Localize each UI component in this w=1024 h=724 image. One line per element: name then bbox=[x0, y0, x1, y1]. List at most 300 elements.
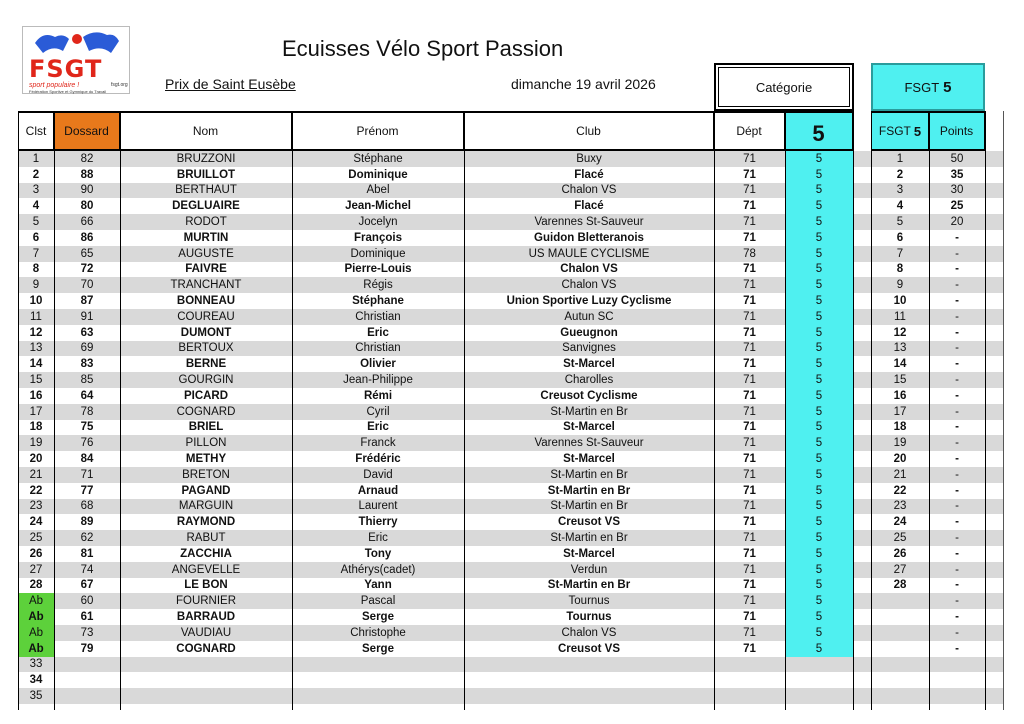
cell-prenom: Thierry bbox=[358, 516, 398, 529]
cell-prenom: Serge bbox=[362, 642, 394, 655]
cell-dossard: 72 bbox=[80, 263, 94, 276]
table-row bbox=[18, 151, 1003, 167]
cell-dossard: 81 bbox=[80, 547, 94, 560]
cell-points: - bbox=[955, 342, 959, 355]
table-row bbox=[18, 167, 1003, 183]
cell-dept: 71 bbox=[743, 184, 756, 197]
cell-fsgt-rank: 7 bbox=[896, 247, 904, 260]
cell-nom: METHY bbox=[185, 453, 227, 466]
category-label: Catégorie bbox=[755, 80, 813, 95]
cell-points: - bbox=[955, 421, 959, 434]
table-row bbox=[18, 262, 1003, 278]
race-date: dimanche 19 avril 2026 bbox=[511, 76, 656, 92]
cell-category: 5 bbox=[785, 277, 853, 293]
header-fsgt bbox=[871, 111, 929, 151]
cell-category: 5 bbox=[785, 183, 853, 199]
cell-clst: 4 bbox=[32, 200, 40, 213]
cell-club: Creusot Cyclisme bbox=[540, 389, 638, 402]
page-title: Ecuisses Vélo Sport Passion bbox=[282, 36, 564, 61]
cell-dossard: 82 bbox=[80, 152, 94, 165]
cell-dossard bbox=[54, 672, 120, 688]
cell-fsgt-rank bbox=[871, 625, 929, 641]
cell-nom: BERNE bbox=[185, 358, 227, 371]
cell-dossard: 69 bbox=[80, 342, 94, 355]
table-row bbox=[18, 293, 1003, 309]
cell-prenom: François bbox=[354, 231, 402, 244]
cell-club: Varennes St-Sauveur bbox=[534, 216, 644, 229]
cell-prenom bbox=[292, 657, 464, 673]
cell-clst: 25 bbox=[29, 532, 43, 545]
cell-category: 5 bbox=[785, 404, 853, 420]
cell-prenom: Eric bbox=[367, 326, 389, 339]
cell-dept: 71 bbox=[743, 500, 756, 513]
cell-points: 25 bbox=[950, 200, 964, 213]
table-row bbox=[18, 451, 1003, 467]
cell-dept: 71 bbox=[743, 595, 756, 608]
cell-nom: PICARD bbox=[183, 389, 229, 402]
table-row bbox=[18, 325, 1003, 341]
cell-dept: 71 bbox=[743, 484, 756, 497]
header-category-number: 5 bbox=[785, 111, 853, 151]
cell-dept: 71 bbox=[743, 358, 756, 371]
cell-points: - bbox=[955, 500, 959, 513]
table-row bbox=[18, 420, 1003, 436]
cell-dept: 71 bbox=[743, 421, 756, 434]
cell-category: 5 bbox=[785, 388, 853, 404]
cell-category bbox=[785, 657, 853, 673]
cell-clst: 28 bbox=[29, 579, 43, 592]
cell-fsgt-rank: 5 bbox=[896, 216, 904, 229]
col-divider bbox=[929, 111, 930, 710]
cell-clst: 9 bbox=[32, 279, 40, 292]
cell-category: 5 bbox=[785, 499, 853, 515]
cell-dossard: 70 bbox=[80, 279, 94, 292]
cell-club: St-Martin en Br bbox=[550, 532, 628, 545]
col-divider bbox=[54, 111, 55, 710]
cell-clst: 7 bbox=[32, 247, 40, 260]
cell-fsgt-rank bbox=[871, 593, 929, 609]
table-row bbox=[18, 530, 1003, 546]
col-divider bbox=[714, 111, 715, 710]
cell-dept: 71 bbox=[743, 200, 756, 213]
cell-clst: 6 bbox=[32, 231, 40, 244]
cell-clst: 17 bbox=[29, 405, 43, 418]
cell-fsgt-rank bbox=[871, 609, 929, 625]
cell-dept: 71 bbox=[743, 611, 756, 624]
cell-club: Union Sportive Luzy Cyclisme bbox=[506, 295, 672, 308]
cell-fsgt-rank: 9 bbox=[896, 279, 904, 292]
cell-club bbox=[464, 672, 714, 688]
table-row bbox=[18, 688, 1003, 704]
cell-dept: 71 bbox=[743, 326, 756, 339]
col-divider bbox=[785, 111, 786, 710]
cell-clst: 35 bbox=[29, 690, 43, 703]
cell-club: St-Martin en Br bbox=[550, 405, 628, 418]
table-row bbox=[18, 546, 1003, 562]
cell-dossard: 80 bbox=[80, 200, 94, 213]
table-row bbox=[18, 593, 1003, 609]
logo-figures-icon bbox=[33, 29, 121, 57]
cell-club: Sanvignes bbox=[562, 342, 616, 355]
cell-category: 5 bbox=[785, 435, 853, 451]
cell-fsgt-rank: 11 bbox=[894, 310, 906, 323]
cell-nom: PILLON bbox=[185, 437, 227, 450]
fsgt-logo bbox=[22, 26, 130, 94]
cell-category: 5 bbox=[785, 198, 853, 214]
cell-prenom: Serge bbox=[362, 611, 394, 624]
cell-club: St-Martin en Br bbox=[547, 579, 631, 592]
cell-fsgt-rank: 22 bbox=[893, 484, 907, 497]
cell-fsgt-rank: 3 bbox=[896, 184, 904, 197]
cell-category: 5 bbox=[785, 214, 853, 230]
cell-dept: 71 bbox=[743, 342, 756, 355]
cell-fsgt-rank: 15 bbox=[893, 374, 907, 387]
cell-club: Flacé bbox=[574, 200, 604, 213]
cell-points: - bbox=[955, 468, 959, 481]
cell-category: 5 bbox=[785, 530, 853, 546]
cell-nom: LE BON bbox=[184, 579, 228, 592]
cell-dept: 71 bbox=[743, 626, 756, 639]
cell-fsgt-rank: 16 bbox=[893, 389, 907, 402]
cell-dossard: 60 bbox=[80, 595, 94, 608]
cell-club: Verdun bbox=[570, 563, 608, 576]
cell-club: Charolles bbox=[564, 374, 614, 387]
cell-nom: BRIEL bbox=[188, 421, 224, 434]
cell-nom: ANGEVELLE bbox=[171, 563, 241, 576]
cell-points bbox=[929, 688, 985, 704]
header-dept: Dépt bbox=[714, 111, 785, 151]
table-row bbox=[18, 578, 1003, 594]
cell-club: St-Marcel bbox=[563, 421, 615, 434]
cell-prenom: Dominique bbox=[350, 247, 406, 260]
cell-prenom: Stéphane bbox=[352, 295, 404, 308]
col-divider bbox=[871, 111, 872, 710]
cell-points: - bbox=[955, 326, 959, 339]
cell-club: Chalon VS bbox=[561, 626, 617, 639]
cell-prenom: Eric bbox=[367, 421, 389, 434]
cell-prenom: Franck bbox=[360, 437, 396, 450]
cell-fsgt-rank: 2 bbox=[896, 168, 904, 181]
cell-prenom: Pierre-Louis bbox=[344, 263, 412, 276]
cell-club: St-Marcel bbox=[563, 453, 615, 466]
cell-dossard: 66 bbox=[80, 216, 94, 229]
cell-clst: 12 bbox=[29, 326, 43, 339]
header-dossard: Dossard bbox=[54, 111, 120, 151]
cell-dept: 71 bbox=[743, 389, 756, 402]
cell-fsgt-rank: 1 bbox=[896, 152, 904, 165]
cell-fsgt-rank: 4 bbox=[896, 200, 904, 213]
cell-nom: BRUILLOT bbox=[176, 168, 236, 181]
cell-fsgt-rank bbox=[871, 672, 929, 688]
cell-dossard: 74 bbox=[80, 563, 94, 576]
cell-fsgt-rank: 23 bbox=[893, 500, 907, 513]
cell-prenom: Régis bbox=[363, 279, 393, 292]
cell-clst: 10 bbox=[29, 295, 43, 308]
cell-dossard: 89 bbox=[80, 516, 94, 529]
cell-nom: BARRAUD bbox=[176, 611, 236, 624]
cell-points: 30 bbox=[950, 184, 964, 197]
cell-nom: DEGLUAIRE bbox=[172, 200, 240, 213]
cell-clst: 15 bbox=[29, 374, 43, 387]
cell-dept: 71 bbox=[743, 563, 756, 576]
cell-points: - bbox=[955, 532, 959, 545]
logo-text: FSGT bbox=[29, 55, 103, 83]
cell-dossard: 64 bbox=[80, 389, 94, 402]
cell-dept: 71 bbox=[743, 374, 756, 387]
cell-fsgt-rank: 6 bbox=[896, 231, 904, 244]
cell-category: 5 bbox=[785, 293, 853, 309]
cell-clst: 11 bbox=[30, 310, 42, 323]
cell-category: 5 bbox=[785, 562, 853, 578]
cell-fsgt-rank: 8 bbox=[896, 263, 904, 276]
cell-prenom: Christophe bbox=[350, 626, 406, 639]
cell-category: 5 bbox=[785, 593, 853, 609]
cell-dept: 71 bbox=[743, 547, 756, 560]
header-fsgt-text: FSGT bbox=[878, 124, 911, 138]
cell-points: - bbox=[955, 405, 959, 418]
cell-club: St-Martin en Br bbox=[550, 500, 628, 513]
table-row bbox=[18, 230, 1003, 246]
header-clst: Clst bbox=[18, 111, 54, 151]
cell-category: 5 bbox=[785, 578, 853, 594]
cell-dossard: 73 bbox=[80, 626, 94, 639]
cell-club: St-Martin en Br bbox=[550, 468, 628, 481]
col-divider bbox=[292, 111, 293, 710]
cell-clst: 3 bbox=[32, 184, 40, 197]
cell-clst: 16 bbox=[29, 389, 43, 402]
category-box bbox=[714, 63, 854, 111]
cell-fsgt-rank: 20 bbox=[893, 453, 907, 466]
cell-points: 50 bbox=[950, 152, 964, 165]
cell-dossard bbox=[54, 657, 120, 673]
cell-fsgt-rank: 12 bbox=[893, 326, 907, 339]
cell-category: 5 bbox=[785, 483, 853, 499]
race-name: Prix de Saint Eusèbe bbox=[165, 76, 296, 92]
cell-points bbox=[929, 672, 985, 688]
cell-prenom bbox=[292, 672, 464, 688]
cell-fsgt-rank: 24 bbox=[893, 516, 907, 529]
cell-points: - bbox=[955, 263, 959, 276]
cell-points: - bbox=[955, 579, 959, 592]
cell-clst: 26 bbox=[29, 547, 43, 560]
cell-dept bbox=[714, 672, 785, 688]
cell-category bbox=[785, 688, 853, 704]
header-club: Club bbox=[464, 111, 714, 151]
cell-points: - bbox=[955, 595, 959, 608]
cell-dossard: 90 bbox=[80, 184, 94, 197]
table-row bbox=[18, 404, 1003, 420]
cell-club bbox=[464, 657, 714, 673]
logo-tagline: sport populaire ! bbox=[29, 82, 80, 89]
cell-dept: 71 bbox=[743, 405, 756, 418]
cell-dept: 71 bbox=[743, 216, 756, 229]
cell-dossard: 85 bbox=[80, 374, 94, 387]
cell-prenom: Eric bbox=[368, 532, 388, 545]
cell-points: - bbox=[955, 389, 959, 402]
cell-prenom bbox=[292, 688, 464, 704]
cell-prenom: Athérys(cadet) bbox=[340, 563, 416, 576]
cell-prenom: Christian bbox=[355, 342, 401, 355]
col-divider bbox=[1003, 111, 1004, 710]
col-divider bbox=[853, 111, 854, 710]
cell-clst: 20 bbox=[29, 453, 43, 466]
table-row bbox=[18, 214, 1003, 230]
table-row bbox=[18, 483, 1003, 499]
col-divider bbox=[985, 111, 986, 710]
cell-category: 5 bbox=[785, 546, 853, 562]
cell-clst: 18 bbox=[29, 421, 43, 434]
cell-clst: Ab bbox=[18, 625, 54, 641]
cell-dossard bbox=[54, 688, 120, 704]
cell-dossard: 91 bbox=[80, 310, 94, 323]
fsgt-box-label bbox=[873, 79, 983, 96]
cell-category: 5 bbox=[785, 309, 853, 325]
cell-dossard: 84 bbox=[80, 453, 94, 466]
cell-nom: COUREAU bbox=[177, 310, 235, 323]
cell-club bbox=[464, 688, 714, 704]
cell-dept: 71 bbox=[743, 516, 756, 529]
cell-points: 20 bbox=[950, 216, 964, 229]
cell-category: 5 bbox=[785, 246, 853, 262]
cell-prenom: David bbox=[363, 468, 393, 481]
cell-nom: ZACCHIA bbox=[180, 547, 232, 560]
cell-clst: 34 bbox=[29, 674, 43, 687]
cell-nom: FAIVRE bbox=[185, 263, 227, 276]
fsgt-box bbox=[871, 63, 985, 111]
cell-clst: 8 bbox=[32, 263, 40, 276]
cell-dept: 71 bbox=[743, 453, 756, 466]
cell-clst: 22 bbox=[29, 484, 43, 497]
cell-nom: PAGAND bbox=[181, 484, 231, 497]
cell-club: Buxy bbox=[576, 152, 602, 165]
cell-fsgt-rank: 28 bbox=[893, 579, 907, 592]
cell-points: - bbox=[955, 279, 959, 292]
cell-club: St-Marcel bbox=[563, 547, 615, 560]
cell-club: Chalon VS bbox=[560, 263, 618, 276]
cell-clst: Ab bbox=[18, 641, 54, 657]
cell-nom: BERTOUX bbox=[178, 342, 234, 355]
cell-points bbox=[929, 657, 985, 673]
cell-category: 5 bbox=[785, 514, 853, 530]
cell-nom: MURTIN bbox=[183, 231, 229, 244]
cell-category: 5 bbox=[785, 609, 853, 625]
cell-dept: 71 bbox=[743, 437, 756, 450]
table-row bbox=[18, 198, 1003, 214]
cell-fsgt-rank bbox=[871, 688, 929, 704]
table-row bbox=[18, 183, 1003, 199]
cell-nom: BONNEAU bbox=[176, 295, 236, 308]
cell-nom bbox=[120, 672, 292, 688]
cell-prenom: Tony bbox=[364, 547, 392, 560]
cell-dossard: 63 bbox=[80, 326, 94, 339]
cell-points: - bbox=[955, 247, 959, 260]
cell-nom: MARGUIN bbox=[178, 500, 234, 513]
table-row bbox=[18, 246, 1003, 262]
cell-prenom: Yann bbox=[364, 579, 392, 592]
cell-fsgt-rank bbox=[871, 641, 929, 657]
cell-dept: 71 bbox=[743, 642, 756, 655]
cell-prenom: Abel bbox=[366, 184, 390, 197]
cell-prenom: Jean-Michel bbox=[345, 200, 411, 213]
cell-club: St-Martin en Br bbox=[547, 484, 631, 497]
cell-dossard: 65 bbox=[80, 247, 94, 260]
table-left-border bbox=[18, 111, 19, 710]
cell-nom bbox=[120, 657, 292, 673]
cell-fsgt-rank: 25 bbox=[893, 532, 907, 545]
cell-category: 5 bbox=[785, 372, 853, 388]
header-prenom: Prénom bbox=[292, 111, 464, 151]
cell-clst: 21 bbox=[29, 468, 43, 481]
cell-fsgt-rank: 10 bbox=[893, 295, 907, 308]
cell-dept: 71 bbox=[743, 168, 756, 181]
cell-fsgt-rank: 27 bbox=[893, 563, 907, 576]
col-divider bbox=[464, 111, 465, 710]
cell-club: Varennes St-Sauveur bbox=[534, 437, 644, 450]
cell-dept: 71 bbox=[743, 152, 756, 165]
cell-club: Chalon VS bbox=[561, 184, 617, 197]
cell-dossard: 61 bbox=[80, 611, 94, 624]
cell-prenom: Jean-Philippe bbox=[343, 374, 413, 387]
cell-dossard: 68 bbox=[80, 500, 94, 513]
cell-prenom: Jocelyn bbox=[358, 216, 398, 229]
cell-category: 5 bbox=[785, 341, 853, 357]
cell-points: - bbox=[955, 453, 959, 466]
header-nom: Nom bbox=[120, 111, 292, 151]
cell-prenom: Rémi bbox=[363, 389, 393, 402]
cell-fsgt-rank: 13 bbox=[893, 342, 907, 355]
cell-dept: 71 bbox=[743, 279, 756, 292]
cell-nom: RODOT bbox=[185, 216, 227, 229]
cell-nom: GOURGIN bbox=[178, 374, 234, 387]
cell-club: Flacé bbox=[574, 168, 604, 181]
cell-points: - bbox=[955, 295, 959, 308]
cell-dept: 71 bbox=[743, 295, 756, 308]
cell-nom: BRUZZONI bbox=[176, 152, 236, 165]
cell-club: Tournus bbox=[568, 595, 610, 608]
cell-category: 5 bbox=[785, 151, 853, 167]
cell-dept: 71 bbox=[743, 468, 756, 481]
cell-prenom: Stéphane bbox=[353, 152, 403, 165]
cell-dept: 71 bbox=[743, 532, 756, 545]
cell-nom: RAYMOND bbox=[176, 516, 236, 529]
cell-fsgt-rank: 14 bbox=[893, 358, 907, 371]
cell-points: - bbox=[955, 437, 959, 450]
cell-dossard: 88 bbox=[80, 168, 94, 181]
cell-category: 5 bbox=[785, 420, 853, 436]
cell-dossard: 87 bbox=[80, 295, 94, 308]
cell-nom: FOURNIER bbox=[175, 595, 237, 608]
cell-dept bbox=[714, 657, 785, 673]
cell-club: St-Marcel bbox=[563, 358, 615, 371]
cell-prenom: Laurent bbox=[358, 500, 398, 513]
cell-club: Creusot VS bbox=[558, 642, 620, 655]
cell-clst: 5 bbox=[32, 216, 40, 229]
cell-category: 5 bbox=[785, 325, 853, 341]
table-row bbox=[18, 309, 1003, 325]
cell-fsgt-rank: 26 bbox=[893, 547, 907, 560]
cell-clst: 19 bbox=[29, 437, 43, 450]
cell-nom: BRETON bbox=[182, 468, 230, 481]
cell-prenom: Dominique bbox=[348, 168, 408, 181]
cell-points: 35 bbox=[950, 168, 964, 181]
cell-points: - bbox=[955, 374, 959, 387]
cell-dossard: 62 bbox=[80, 532, 94, 545]
cell-points: - bbox=[955, 642, 959, 655]
cell-nom bbox=[120, 688, 292, 704]
cell-club: Tournus bbox=[566, 611, 612, 624]
cell-clst: 13 bbox=[29, 342, 43, 355]
cell-category: 5 bbox=[785, 356, 853, 372]
